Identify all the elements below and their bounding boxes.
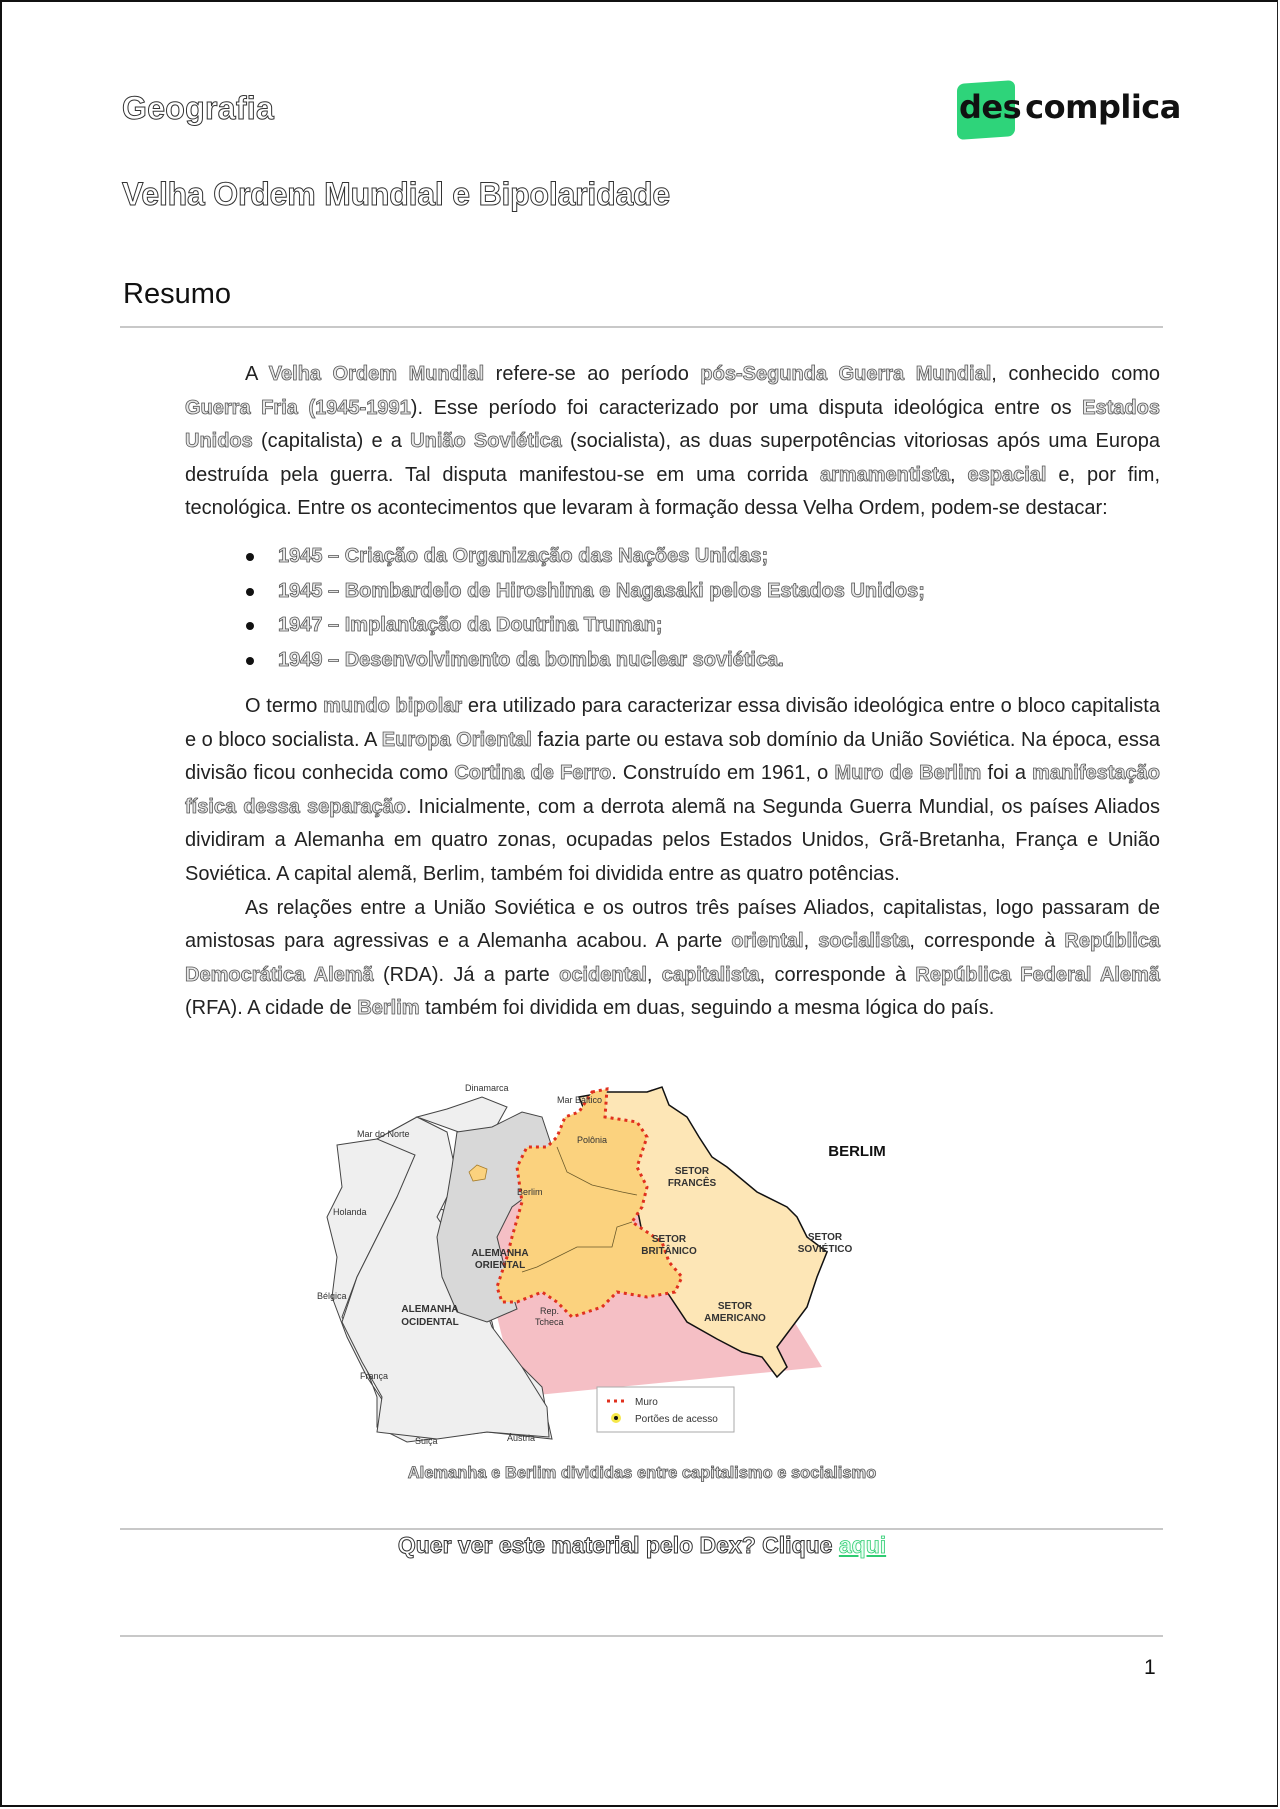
paragraph-bipolar: O termo mundo bipolar era utilizado para caracterizar essa divisão ideológica entre o bloco capitalista e o bloco socialista. A Europa Oriental fazia parte ou estava sob domínio da União Soviética. Na época, essa divisão ficou conhecida como Cortina de Ferro. Construído em 1961, o Muro de Berlim foi a manifestação física dessa separação. Inicialmente, com a derrota alemã na Segunda Guerra Mundial, os países Aliados dividiram a Alemanha em quatro zonas, ocupadas pelos Estados Unidos, Grã-Bretanha, França e União Soviética. A capital alemã, Berlim, também foi dividida entre as quatro potências. As relações entre a União Soviética e os outros três países Aliados, capitalistas, logo passaram de amistosas para agressivas e a Alemanha acabou. A parte oriental, socialista, corresponde à República Democrática Alemã (RDA). Já a parte ocidental, capitalista, corresponde à República Federal Alemã (RFA). A cidade de Berlim também foi dividida em duas, seguindo a mesma lógica do país. — [185, 690, 1160, 1026]
lesson-title: Velha Ordem Mundial e Bipolaridade — [122, 176, 670, 212]
events-list — [232, 539, 925, 677]
term-socialista: socialista — [818, 930, 910, 953]
bullet-icon — [246, 588, 254, 596]
germany-berlin-division-map — [317, 1077, 967, 1455]
svg-text:SETOR: SETOR — [651, 1234, 687, 1245]
svg-text:Tcheca: Tcheca — [535, 1317, 564, 1327]
svg-text:ORIENTAL: ORIENTAL — [474, 1260, 526, 1271]
section-divider — [120, 326, 1163, 328]
dex-link[interactable]: aqui — [838, 1532, 887, 1558]
section-title: Resumo — [123, 278, 231, 310]
svg-text:ALEMANHA: ALEMANHA — [401, 1304, 459, 1315]
term-manifestacao: manifestação física dessa separação — [185, 762, 1160, 818]
term-estados-unidos: Estados Unidos — [185, 396, 1160, 453]
term-uniao-sovietica: União Soviética — [410, 430, 562, 453]
svg-text:SOVIÉTICO: SOVIÉTICO — [797, 1244, 853, 1255]
svg-text:França: França — [360, 1371, 389, 1381]
logo-text-des: des — [959, 88, 1022, 126]
list-item: 1945 – Bombardeio de Hiroshima e Nagasaki pelos Estados Unidos; — [232, 574, 925, 609]
svg-text:BERLIM: BERLIM — [828, 1143, 886, 1160]
svg-text:Mar do Norte: Mar do Norte — [357, 1129, 410, 1139]
logo-text — [959, 88, 1181, 126]
bullet-icon — [246, 657, 254, 665]
svg-text:Suiça: Suiça — [415, 1436, 438, 1446]
term-pos-guerra: pós-Segunda Guerra Mundial — [700, 363, 992, 385]
paragraph-divisao: As relações entre a União Soviética e os outros três países Aliados, capitalistas, logo passaram de amistosas para agressivas e a Alemanha acabou. A parte oriental, socialista, corresponde à República Democrática Alemã (RDA). Já a parte ocidental, capitalista, corresponde à República Federal Alemã (RFA). A cidade de Berlim também foi dividida em duas, seguindo a mesma lógica do país. — [185, 896, 1161, 1020]
cta-divider — [120, 1528, 1163, 1530]
svg-text:Áustria: Áustria — [507, 1433, 536, 1443]
term-capitalista: capitalista — [661, 963, 760, 986]
paragraph-intro: A Velha Ordem Mundial refere-se ao período pós-Segunda Guerra Mundial, conhecido como Guerra Fria (1945-1991). Esse período foi caracterizado por uma disputa ideológica entre os Estados Unidos (capitalista) e a União Soviética (socialista), as duas superpotências vitoriosas após uma Europa destruída pela guerra. Tal disputa manifestou-se em uma corrida armamentista, espacial e, por fim, tecnológica. Entre os acontecimentos que levaram à formação dessa Velha Ordem, podem-se destacar: — [185, 363, 1161, 520]
descomplica-logo — [957, 80, 1181, 140]
logo-text-complica: complica — [1025, 88, 1181, 126]
svg-text:Portões de acesso: Portões de acesso — [635, 1414, 718, 1425]
svg-text:ALEMANHA: ALEMANHA — [471, 1248, 529, 1259]
term-cortina-de-ferro: Cortina de Ferro — [454, 762, 612, 785]
svg-text:Holanda: Holanda — [333, 1207, 367, 1217]
term-velha-ordem: Velha Ordem Mundial — [268, 363, 485, 385]
term-rfa: República Federal Alemã — [915, 963, 1161, 986]
subject-heading: Geografia — [122, 90, 275, 126]
figure-caption: Alemanha e Berlim divididas entre capitalismo e socialismo — [407, 1464, 877, 1482]
svg-text:SETOR: SETOR — [807, 1232, 843, 1243]
page-number: 1 — [1144, 1656, 1156, 1679]
bullet-icon — [246, 622, 254, 630]
bullet-icon — [246, 553, 254, 561]
term-oriental: oriental — [731, 930, 804, 953]
list-item: 1947 – Implantação da Doutrina Truman; — [232, 608, 925, 643]
svg-text:FRANCÊS: FRANCÊS — [667, 1178, 717, 1189]
footer-divider — [120, 1635, 1163, 1637]
list-item: 1945 – Criação da Organização das Nações Unidas; — [232, 539, 925, 574]
term-europa-oriental: Europa Oriental — [381, 728, 532, 751]
svg-text:Polônia: Polônia — [577, 1135, 608, 1145]
svg-text:Muro: Muro — [635, 1397, 658, 1408]
svg-text:BRITÂNICO: BRITÂNICO — [641, 1246, 697, 1257]
svg-text:OCIDENTAL: OCIDENTAL — [401, 1317, 459, 1328]
term-mundo-bipolar: mundo bipolar — [323, 695, 463, 717]
svg-text:AMERICANO: AMERICANO — [704, 1313, 766, 1324]
svg-text:Berlim: Berlim — [517, 1187, 543, 1197]
term-ocidental: ocidental — [559, 963, 647, 986]
term-berlim: Berlim — [357, 997, 420, 1020]
map-legend — [597, 1387, 734, 1432]
svg-text:SETOR: SETOR — [717, 1301, 753, 1312]
svg-text:Dinamarca: Dinamarca — [465, 1083, 509, 1093]
term-espacial: espacial — [967, 463, 1047, 486]
term-muro-de-berlim: Muro de Berlim — [834, 762, 982, 785]
term-guerra-fria: Guerra Fria (1945-1991 — [185, 396, 411, 419]
term-armamentista: armamentista — [819, 463, 951, 486]
list-item: 1949 – Desenvolvimento da bomba nuclear soviética. — [232, 643, 925, 678]
svg-text:Mar Báltico: Mar Báltico — [557, 1095, 603, 1105]
svg-text:Rep.: Rep. — [540, 1306, 560, 1316]
term-rda: República Democrática Alemã — [185, 930, 1160, 986]
dex-cta: Quer ver este material pelo Dex? Clique aqui — [397, 1532, 887, 1558]
svg-text:SETOR: SETOR — [674, 1166, 710, 1177]
svg-text:Bélgica: Bélgica — [317, 1291, 347, 1301]
